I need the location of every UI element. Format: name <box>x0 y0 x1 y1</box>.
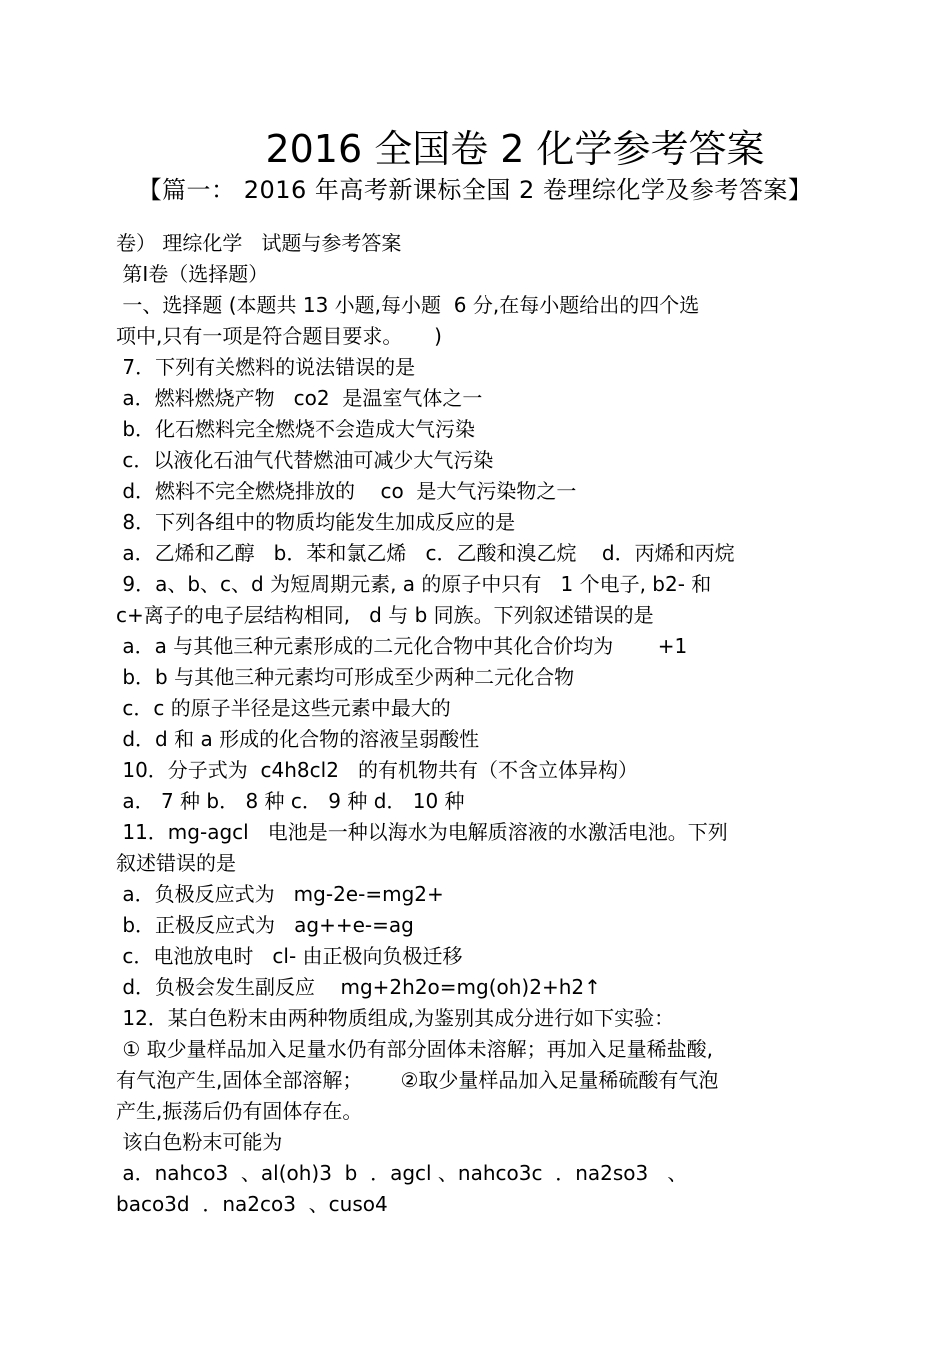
text-line: b．正极反应式为 ag++e-=ag <box>116 913 414 937</box>
text-line: 产生,振荡后仍有固体存在。 <box>116 1099 363 1123</box>
text-line: baco3d ．na2co3 、cuso4 <box>116 1192 388 1216</box>
text-line: d．d 和 a 形成的化合物的溶液呈弱酸性 <box>116 727 480 751</box>
text-line: a． 7 种 b． 8 种 c． 9 种 d． 10 种 <box>116 789 465 813</box>
text-line: 12．某白色粉末由两种物质组成,为鉴别其成分进行如下实验： <box>116 1006 675 1030</box>
document-title: 2016 全国卷 2 化学参考答案 <box>265 127 765 171</box>
text-line: a．a 与其他三种元素形成的二元化合物中其化合价均为 +1 <box>116 634 688 658</box>
text-line: d．燃料不完全燃烧排放的 co 是大气污染物之一 <box>116 479 577 503</box>
text-line: 11．mg-agcl 电池是一种以海水为电解质溶液的水激活电池。下列 <box>116 820 728 844</box>
text-line: 有气泡产生,固体全部溶解； ②取少量样品加入足量稀硫酸有气泡 <box>116 1068 719 1092</box>
text-line: c．电池放电时 cl- 由正极向负极迁移 <box>116 944 463 968</box>
text-line: 7．下列有关燃料的说法错误的是 <box>116 355 416 379</box>
text-line: 该白色粉末可能为 <box>116 1130 283 1154</box>
text-line: a．nahco3 、al(oh)3 b ．agcl 、nahco3c ．na2so3 、 <box>116 1161 688 1185</box>
text-line: a．乙烯和乙醇 b．苯和氯乙烯 c．乙酸和溴乙烷 d．丙烯和丙烷 <box>116 541 735 565</box>
text-line: c．c 的原子半径是这些元素中最大的 <box>116 696 451 720</box>
text-line: 9．a、b、c、d 为短周期元素, a 的原子中只有 1 个电子, b2- 和 <box>116 572 712 596</box>
text-line: 10．分子式为 c4h8cl2 的有机物共有（不含立体异构） <box>116 758 638 782</box>
text-line: b．b 与其他三种元素均可形成至少两种二元化合物 <box>116 665 575 689</box>
document-body <box>116 228 836 1220</box>
text-line: 卷） 理综化学 试题与参考答案 <box>116 231 402 255</box>
text-line: 一、选择题 (本题共 13 小题,每小题 6 分,在每小题给出的四个选 <box>116 293 700 317</box>
text-line: a．燃料燃烧产物 co2 是温室气体之一 <box>116 386 483 410</box>
text-line: b．化石燃料完全燃烧不会造成大气污染 <box>116 417 476 441</box>
text-line: 项中,只有一项是符合题目要求。 ) <box>116 324 442 348</box>
text-line: 第Ⅰ卷（选择题） <box>116 262 269 286</box>
text-line: 叙述错误的是 <box>116 851 236 875</box>
text-line: c．以液化石油气代替燃油可减少大气污染 <box>116 448 494 472</box>
text-line: a．负极反应式为 mg-2e-=mg2+ <box>116 882 444 906</box>
text-line: c+离子的电子层结构相同, d 与 b 同族。下列叙述错误的是 <box>116 603 654 627</box>
document-subtitle: 【篇一： 2016 年高考新课标全国 2 卷理综化学及参考答案】 <box>137 176 813 204</box>
text-line: ① 取少量样品加入足量水仍有部分固体未溶解；再加入足量稀盐酸, <box>116 1037 714 1061</box>
text-line: d．负极会发生副反应 mg+2h2o=mg(oh)2+h2↑ <box>116 975 601 999</box>
text-line: 8．下列各组中的物质均能发生加成反应的是 <box>116 510 516 534</box>
